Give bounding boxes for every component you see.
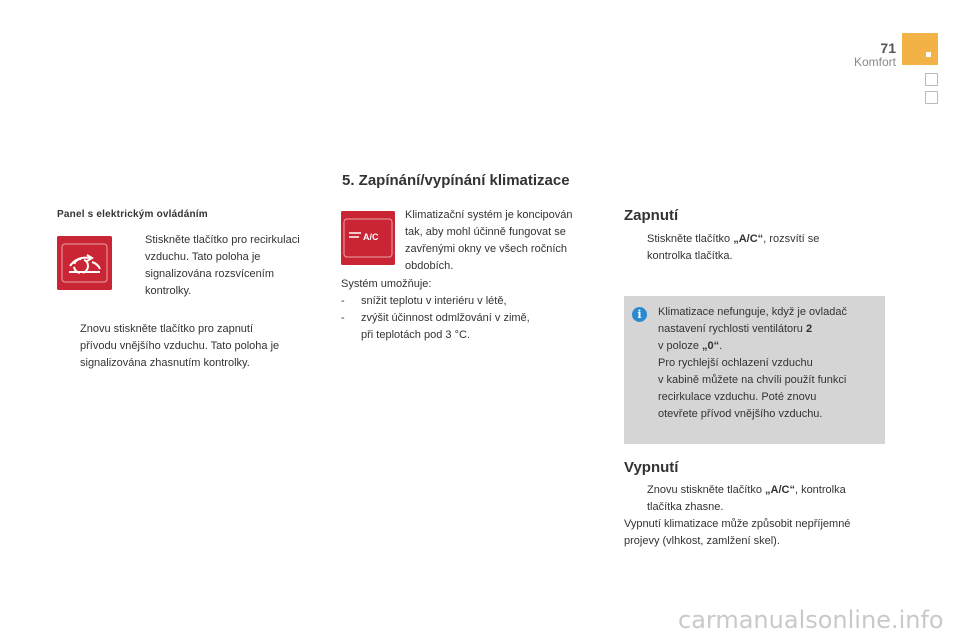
recirculation-button-image <box>57 236 112 290</box>
off-title: Vypnutí <box>624 459 679 476</box>
list-item: při teplotách pod 3 °C. <box>361 329 470 341</box>
ac-intro-text: Klimatizační systém je koncipován tak, aby mohl účinně fungovat se zavřenými okny ve všech ročních obdobích. <box>405 209 573 272</box>
ac-button-label: A/C <box>363 232 379 242</box>
tab-placeholder-box <box>925 73 938 86</box>
info-text: Klimatizace nefunguje, když je ovladač nastavení rychlosti ventilátoru 2 v poloze „0“. Pro rychlejší ochlazení vzduchu v kabině můžete na chvíli použít funkci recirkulace vzduchu. Poté znovu otevřete přívod vnějšího vzduchu. <box>658 306 847 420</box>
tab-marker <box>926 52 931 57</box>
ac-button-icon <box>341 211 395 265</box>
section-title: 5. Zapínání/vypínání klimatizace <box>342 172 570 189</box>
list-item: - zvýšit účinnost odmlžování v zimě, <box>341 312 530 324</box>
recirculation-icon <box>57 236 112 290</box>
tab-placeholder-box <box>925 91 938 104</box>
step1-text: Stiskněte tlačítko pro recirkulaci vzduchu. Tato poloha je signalizována rozsvícením kontrolky. <box>145 234 300 297</box>
allows-list <box>341 293 530 344</box>
chapter-title: Komfort <box>853 55 896 69</box>
on-text: Stiskněte tlačítko „A/C“, rozsvítí se kontrolka tlačítka. <box>647 233 820 262</box>
on-title: Zapnutí <box>624 207 679 224</box>
info-icon: i <box>632 307 647 322</box>
ac-button-image <box>341 211 395 265</box>
chapter-tab <box>902 33 938 65</box>
list-item: - snížit teplotu v interiéru v létě, <box>341 295 507 307</box>
off-note: Vypnutí klimatizace může způsobit nepříjemné projevy (vlhkost, zamlžení skel). <box>624 518 851 547</box>
off-text: Znovu stiskněte tlačítko „A/C“, kontrolka tlačítka zhasne. <box>647 484 846 513</box>
watermark: carmanualsonline.info <box>678 606 944 634</box>
allows-label: Systém umožňuje: <box>341 278 432 290</box>
page-number: 71 <box>880 40 896 56</box>
step2-text: Znovu stiskněte tlačítko pro zapnutí přívodu vnějšího vzduchu. Tato poloha je signalizována zhasnutím kontrolky. <box>80 323 280 369</box>
panel-subtitle: Panel s elektrickým ovládáním <box>57 209 208 220</box>
